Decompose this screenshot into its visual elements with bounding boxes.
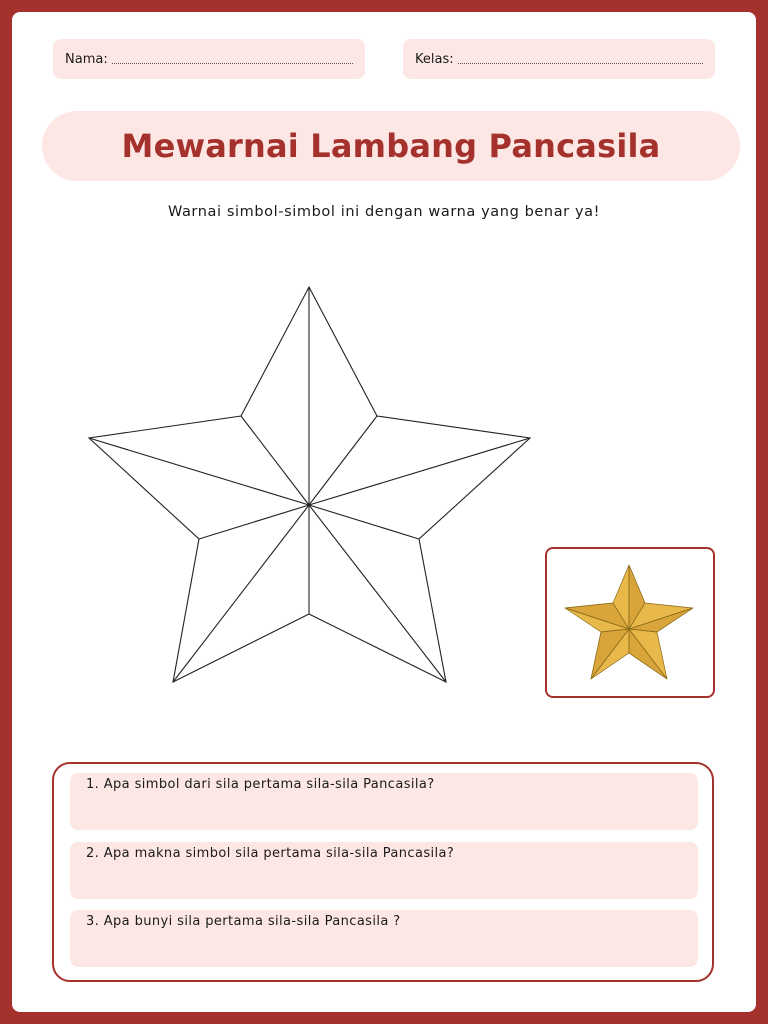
question-1-answer-area[interactable]	[70, 773, 698, 830]
question-3-text: 3. Apa bunyi sila pertama sila-sila Pancasila ?	[86, 914, 401, 929]
question-2-text: 2. Apa makna simbol sila pertama sila-sila Pancasila?	[86, 846, 455, 861]
class-label: Kelas:	[415, 51, 454, 67]
reference-star-box	[545, 547, 715, 698]
question-3-answer-area[interactable]	[70, 910, 698, 967]
question-2-answer-area[interactable]	[70, 842, 698, 899]
page-title: Mewarnai Lambang Pancasila	[121, 127, 661, 165]
instruction-text: Warnai simbol-simbol ini dengan warna yang benar ya!	[167, 204, 601, 220]
name-label: Nama:	[65, 51, 108, 67]
questions-box	[52, 762, 714, 982]
gold-star-icon	[547, 549, 713, 696]
star-facet-lines	[89, 287, 530, 682]
question-1-text: 1. Apa simbol dari sila pertama sila-sila Pancasila?	[86, 777, 435, 792]
